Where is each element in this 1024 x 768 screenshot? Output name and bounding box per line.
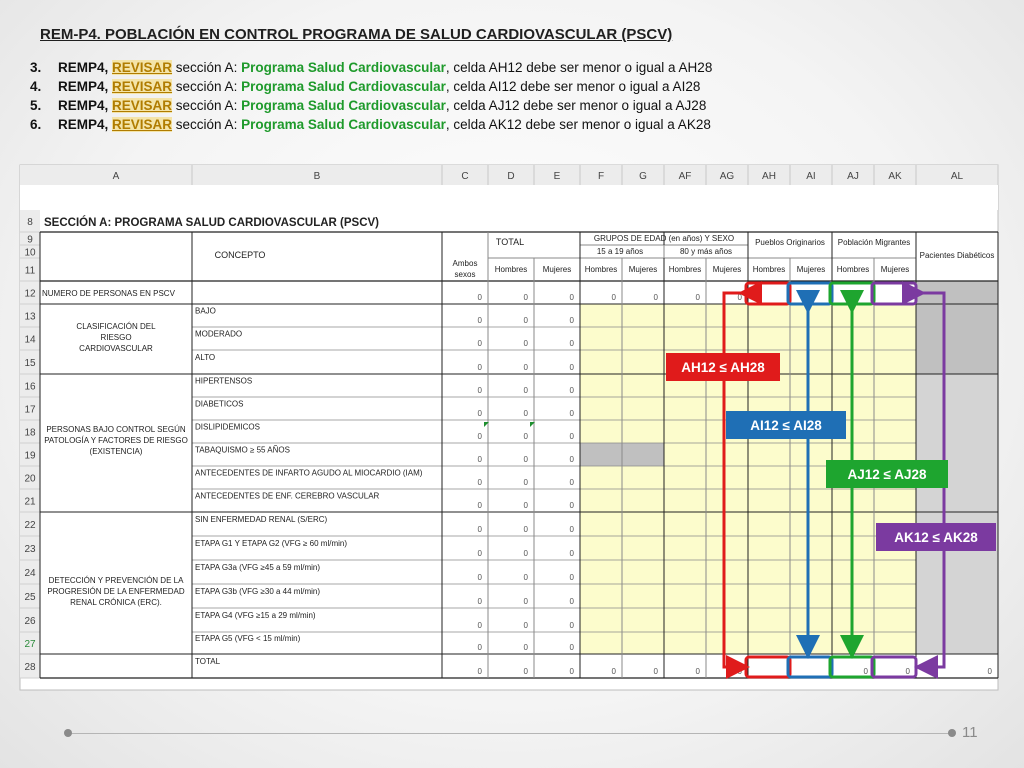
rule-number: 3. xyxy=(30,60,42,75)
cell-value: 0 xyxy=(569,386,574,395)
cell-value: 0 xyxy=(569,643,574,652)
header-mujeres: Mujeres xyxy=(712,265,742,274)
cell-value: 0 xyxy=(569,597,574,606)
cell-value: 0 xyxy=(737,667,742,676)
concept-label: ALTO xyxy=(195,353,216,362)
row-number: 19 xyxy=(24,450,36,462)
header-diabeticos: Pacientes Diabéticos xyxy=(919,251,995,260)
group-label-deteccion: RENAL CRÓNICA (ERC). xyxy=(70,598,162,607)
column-header: C xyxy=(461,171,469,182)
row-number: 18 xyxy=(24,427,36,439)
header-pueblos: Pueblos Originarios xyxy=(755,238,825,247)
column-header: B xyxy=(313,171,321,182)
group-label-deteccion: PROGRESIÓN DE LA ENFERMEDAD xyxy=(47,587,185,596)
rule-number: 5. xyxy=(30,98,42,113)
rule-label-text: AH12 ≤ AH28 xyxy=(681,360,765,375)
cell-value: 0 xyxy=(523,432,528,441)
header-concepto: CONCEPTO xyxy=(214,250,266,260)
section-title: SECCIÓN A: PROGRAMA SALUD CARDIOVASCULAR (PSCV) xyxy=(44,217,379,229)
cell-value: 0 xyxy=(569,501,574,510)
header-hombres: Hombres xyxy=(584,265,618,274)
cell-value: 0 xyxy=(653,667,658,676)
rule-prefix: REMP4, xyxy=(58,79,113,94)
revisar-label: REVISAR xyxy=(112,60,173,75)
cell-value: 0 xyxy=(695,293,700,302)
cell-value: 0 xyxy=(523,409,528,418)
program-label: Programa Salud Cardiovascular xyxy=(241,60,446,75)
grey-block xyxy=(916,281,998,374)
row-number: 17 xyxy=(24,404,36,416)
cell-value: 0 xyxy=(477,386,482,395)
cell-value: 0 xyxy=(523,501,528,510)
cell-value: 0 xyxy=(863,667,868,676)
group-label-personas: PERSONAS BAJO CONTROL SEGÚN xyxy=(46,425,186,434)
program-label: Programa Salud Cardiovascular xyxy=(241,117,446,132)
cell-value: 0 xyxy=(477,549,482,558)
cell-value: 0 xyxy=(523,386,528,395)
column-header: F xyxy=(597,171,605,182)
cell-value: 0 xyxy=(523,316,528,325)
cell-value: 0 xyxy=(477,316,482,325)
column-header: AI xyxy=(806,171,816,182)
cell-value: 0 xyxy=(477,501,482,510)
rule-mid: sección A: xyxy=(172,117,242,132)
header-hombres: Hombres xyxy=(752,265,786,274)
row-number: 20 xyxy=(24,473,36,485)
row-number: 13 xyxy=(24,311,36,323)
rule-prefix: REMP4, xyxy=(58,117,113,132)
sheet-blank-area xyxy=(20,185,998,210)
header-hombres: Hombres xyxy=(494,265,528,274)
column-header: AH xyxy=(762,171,776,182)
cell-value: 0 xyxy=(523,667,528,676)
footer-dot-left xyxy=(64,729,72,737)
revisar-label: REVISAR xyxy=(112,98,173,113)
cell-value: 0 xyxy=(477,455,482,464)
concept-label: DISLIPIDEMICOS xyxy=(195,422,260,432)
concept-label: ETAPA G3a (VFG ≥45 a 59 ml/min) xyxy=(195,563,321,572)
cell-value: 0 xyxy=(569,621,574,630)
cell-value: 0 xyxy=(523,621,528,630)
row-number: 27 xyxy=(24,639,36,650)
row-number: 25 xyxy=(24,592,36,603)
cell-value: 0 xyxy=(611,667,616,676)
header-mujeres: Mujeres xyxy=(796,265,826,274)
cell-value: 0 xyxy=(569,455,574,464)
header-age-80: 80 y más años xyxy=(679,247,733,256)
cell-value: 0 xyxy=(477,621,482,630)
row-number: 10 xyxy=(24,247,36,259)
concept-label: ETAPA G1 Y ETAPA G2 (VFG ≥ 60 ml/min) xyxy=(195,539,347,548)
program-label: Programa Salud Cardiovascular xyxy=(241,98,446,113)
header-mujeres: Mujeres xyxy=(880,265,910,274)
row-number: 24 xyxy=(24,568,36,579)
row-number: 14 xyxy=(24,334,36,346)
footer-divider xyxy=(68,733,952,734)
cell-value: 0 xyxy=(569,525,574,534)
cell-value: 0 xyxy=(523,573,528,582)
column-header: AL xyxy=(950,171,964,182)
footer-dot-right xyxy=(948,729,956,737)
cell-value: 0 xyxy=(737,293,742,302)
rule-number: 4. xyxy=(30,79,42,94)
cell-value: 0 xyxy=(905,667,910,676)
concept-label: TOTAL xyxy=(195,657,221,666)
slide-title: REM-P4. POBLACIÓN EN CONTROL PROGRAMA DE SALUD CARDIOVASCULAR (PSCV) xyxy=(40,26,673,43)
group-label-clasificacion: CARDIOVASCULAR xyxy=(79,344,153,353)
concept-label: TABAQUISMO ≥ 55 AÑOS xyxy=(195,445,290,455)
header-ambos: Ambos xyxy=(452,259,478,268)
cell-value: 0 xyxy=(611,293,616,302)
concept-label: ETAPA G5 (VFG < 15 ml/min) xyxy=(195,634,301,643)
cell-value: 0 xyxy=(569,363,574,372)
column-header: D xyxy=(507,171,515,182)
cell-value: 0 xyxy=(477,573,482,582)
cell-value: 0 xyxy=(523,525,528,534)
cell-value: 0 xyxy=(523,549,528,558)
cell-value: 0 xyxy=(523,339,528,348)
concept-label: ETAPA G3b (VFG ≥30 a 44 ml/min) xyxy=(195,587,321,596)
cell-value: 0 xyxy=(523,363,528,372)
column-header: AK xyxy=(888,171,902,182)
concept-label: MODERADO xyxy=(195,329,243,339)
cell-value: 0 xyxy=(477,409,482,418)
column-header: A xyxy=(112,171,120,182)
rule-mid: sección A: xyxy=(172,79,242,94)
header-grupos-edad: GRUPOS DE EDAD (en años) Y SEXO xyxy=(593,234,735,243)
group-label-deteccion: DETECCIÓN Y PREVENCIÓN DE LA xyxy=(48,576,184,585)
rule-tail: , celda AI12 debe ser menor o igual a AI28 xyxy=(445,79,701,94)
row-number: 26 xyxy=(24,616,36,627)
header-total: TOTAL xyxy=(495,237,525,247)
concept-label: DIABETICOS xyxy=(195,399,244,409)
cell-value: 0 xyxy=(523,643,528,652)
cell-value: 0 xyxy=(569,549,574,558)
cell-value: 0 xyxy=(477,667,482,676)
cell-value: 0 xyxy=(653,293,658,302)
revisar-label: REVISAR xyxy=(112,79,173,94)
row-number: 11 xyxy=(24,265,36,277)
row-number: 9 xyxy=(27,234,33,246)
concept-label: ANTECEDENTES DE ENF. CEREBRO VASCULAR xyxy=(195,491,380,501)
header-mujeres: Mujeres xyxy=(628,265,658,274)
group-label-clasificacion: RIESGO xyxy=(100,333,132,342)
cell-value: 0 xyxy=(569,316,574,325)
concept-label: BAJO xyxy=(195,306,216,316)
rule-prefix: REMP4, xyxy=(58,98,113,113)
header-age-15-19: 15 a 19 años xyxy=(596,247,644,256)
header-hombres: Hombres xyxy=(836,265,870,274)
group-label-personas: PATOLOGÍA Y FACTORES DE RIESGO xyxy=(44,436,188,445)
row-number: 16 xyxy=(24,381,36,393)
cell-value: 0 xyxy=(569,667,574,676)
header-mujeres: Mujeres xyxy=(542,265,572,274)
column-header: AJ xyxy=(847,171,859,182)
rule-label-text: AI12 ≤ AI28 xyxy=(750,418,822,433)
row-number: 15 xyxy=(24,358,36,369)
page-number: 11 xyxy=(962,724,978,741)
cell-value: 0 xyxy=(569,339,574,348)
header-migrantes: Población Migrantes xyxy=(837,238,911,247)
rule-mid: sección A: xyxy=(172,60,242,75)
cell-value: 0 xyxy=(477,293,482,302)
cell-value: 0 xyxy=(695,667,700,676)
grey-block xyxy=(916,374,998,654)
cell-value: 0 xyxy=(523,293,528,302)
column-header: E xyxy=(553,171,561,182)
rule-mid: sección A: xyxy=(172,98,242,113)
cell-value: 0 xyxy=(477,339,482,348)
group-label-personas: (EXISTENCIA) xyxy=(89,447,143,456)
concept-label: ETAPA G4 (VFG ≥15 a 29 ml/min) xyxy=(195,611,316,620)
cell-value: 0 xyxy=(569,293,574,302)
cell-value: 0 xyxy=(569,573,574,582)
row-number: 28 xyxy=(24,662,36,673)
cell-value: 0 xyxy=(477,363,482,372)
cell-value: 0 xyxy=(477,597,482,606)
group-label-clasificacion: CLASIFICACIÓN DEL xyxy=(76,322,156,331)
rule-tail: , celda AJ12 debe ser menor o igual a AJ28 xyxy=(445,98,707,113)
row-number: 12 xyxy=(24,288,36,300)
cell-value: 0 xyxy=(477,478,482,487)
concept-label: SIN ENFERMEDAD RENAL (S/ERC) xyxy=(195,515,328,524)
cell-value: 0 xyxy=(569,432,574,441)
column-header: AG xyxy=(719,171,735,182)
header-sexos: sexos xyxy=(454,270,476,279)
cell-value: 0 xyxy=(523,597,528,606)
row-number: 23 xyxy=(24,544,36,555)
concept-label: HIPERTENSOS xyxy=(195,376,253,386)
cell-value: 0 xyxy=(523,478,528,487)
cell-value: 0 xyxy=(523,455,528,464)
cell-value: 0 xyxy=(477,643,482,652)
program-label: Programa Salud Cardiovascular xyxy=(241,79,446,94)
cell-value: 0 xyxy=(569,409,574,418)
concept-label: ANTECEDENTES DE INFARTO AGUDO AL MIOCARDIO (IAM) xyxy=(195,468,423,478)
rule-tail: , celda AH12 debe ser menor o igual a AH28 xyxy=(445,60,713,75)
cell-value: 0 xyxy=(477,432,482,441)
header-hombres: Hombres xyxy=(668,265,702,274)
cell-value: 0 xyxy=(987,667,992,676)
column-header: AF xyxy=(678,171,692,182)
rule-label-text: AJ12 ≤ AJ28 xyxy=(847,467,927,482)
rule-prefix: REMP4, xyxy=(58,60,113,75)
row-number: 21 xyxy=(24,496,36,508)
cell-value: 0 xyxy=(569,478,574,487)
revisar-label: REVISAR xyxy=(112,117,173,132)
cell-value: 0 xyxy=(477,525,482,534)
row-number: 8 xyxy=(27,217,33,228)
row-number: 22 xyxy=(24,520,36,531)
column-header: G xyxy=(639,171,647,182)
rule-number: 6. xyxy=(30,117,42,132)
rule-tail: , celda AK12 debe ser menor o igual a AK28 xyxy=(445,117,711,132)
row-label-numero: NUMERO DE PERSONAS EN PSCV xyxy=(42,289,175,298)
rule-label-text: AK12 ≤ AK28 xyxy=(894,530,978,545)
